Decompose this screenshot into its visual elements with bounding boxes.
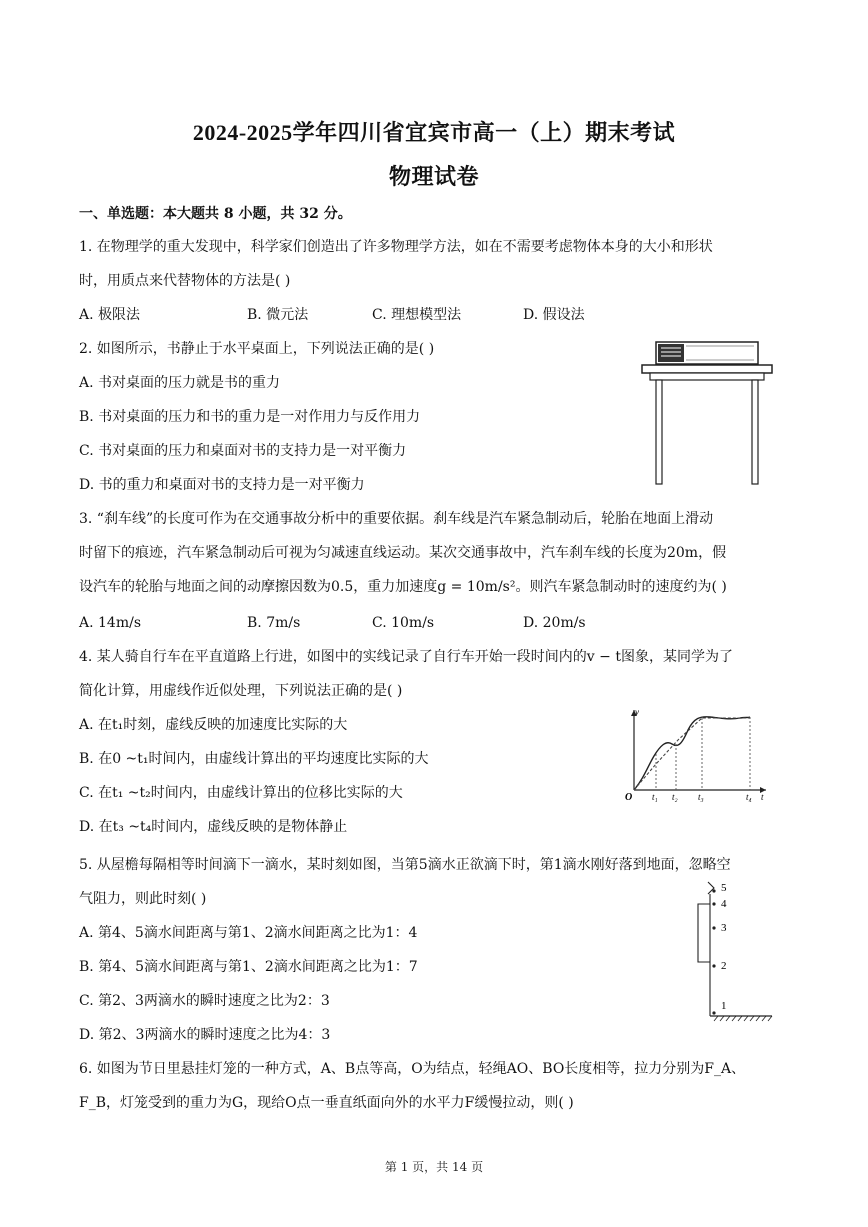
question-stem-line: 5. 从屋檐每隔相等时间滴下一滴水，某时刻如图，当第5滴水正欲滴下时，第1滴水刚好落到地面，忽略空 [79,857,731,873]
question-stem-line: 1. 在物理学的重大发现中，科学家们创造出了许多物理学方法，如在不需要考虑物体本身的大小和形状 [79,239,713,255]
option-d: D. 20m/s [523,615,586,631]
t2-label: t₂ [672,792,678,802]
ground-hatch [714,1016,772,1021]
t1-label: t₁ [652,792,658,802]
question-stem-line: 设汽车的轮胎与地面之间的动摩擦因数为0.5，重力加速度g = 10m/s²。则汽车紧急制动时的速度约为( ) [79,579,727,595]
origin-label: O [625,792,633,803]
question-stem-line: 简化计算，用虚线作近似处理，下列说法正确的是( ) [79,683,403,699]
table-icon [642,365,772,484]
option-d: D. 假设法 [523,307,585,323]
option-b: B. 书对桌面的压力和书的重力是一对作用力与反作用力 [79,409,421,425]
question-stem-line: 气阻力，则此时刻( ) [79,891,207,907]
question-stem-line: 4. 某人骑自行车在平直道路上行进，如图中的实线记录了自行车开始一段时间内的v − t图象，某同学为了 [79,649,733,665]
option-c: C. 10m/s [372,615,435,631]
question-stem-line: 时，用质点来代替物体的方法是( ) [79,273,291,289]
section-heading: 一、单选题：本大题共 8 小题，共 32 分。 [79,206,352,222]
question-stem-line: 6. 如图为节日里悬挂灯笼的一种方式，A、B点等高，O为结点，轻绳AO、BO长度相等，拉力分别为F_A、 [79,1061,746,1077]
exam-title: 2024-2025学年四川省宜宾市高一（上）期末考试 [192,120,676,145]
vt-graph-figure [620,704,770,804]
approx-dashed-line [634,718,750,790]
option-b: B. 第4、5滴水间距离与第1、2滴水间距离之比为1：7 [79,959,418,975]
question-stem-line: 2. 如图所示，书静止于水平桌面上，下列说法正确的是( ) [79,341,435,357]
t3-label: t₃ [698,792,704,802]
building-outline [698,904,710,962]
option-d: D. 在t₃ ~t₄时间内，虚线反映的是物体静止 [79,819,348,835]
page-footer: 第 1 页，共 14 页 [384,1160,484,1174]
book-on-table-figure [636,338,776,486]
drop-label-5: 5 [721,882,727,894]
drop-5 [712,889,715,892]
book-icon [656,342,758,364]
option-c: C. 在t₁ ~t₂时间内，由虚线计算出的位移比实际的大 [79,785,403,801]
drop-label-3: 3 [721,922,727,934]
option-d: D. 书的重力和桌面对书的支持力是一对平衡力 [79,477,365,493]
option-a: A. 14m/s [79,615,142,631]
drop-1 [712,1011,715,1014]
option-b: B. 在0 ~t₁时间内，由虚线计算出的平均速度比实际的大 [79,751,429,767]
drop-label-4: 4 [721,898,727,910]
option-c: C. 第2、3两滴水的瞬时速度之比为2：3 [79,993,330,1009]
option-a: A. 第4、5滴水间距离与第1、2滴水间距离之比为1：4 [79,925,418,941]
option-a: A. 在t₁时刻，虚线反映的加速度比实际的大 [79,717,348,733]
t4-label: t₄ [746,792,752,802]
exam-subtitle: 物理试卷 [388,164,479,189]
question-stem-line: F_B，灯笼受到的重力为G，现给O点一垂直纸面向外的水平力F缓慢拉动，则( ) [79,1095,574,1111]
question-stem-line: 时留下的痕迹，汽车紧急制动后可视为匀减速直线运动。某次交通事故中，汽车刹车线的长度为20m，假 [79,545,727,561]
option-b: B. 7m/s [247,615,301,631]
option-c: C. 理想模型法 [372,307,462,323]
option-a: A. 极限法 [79,307,141,323]
t-label: t [761,792,764,802]
option-c: C. 书对桌面的压力和桌面对书的支持力是一对平衡力 [79,443,407,459]
option-d: D. 第2、3两滴水的瞬时速度之比为4：3 [79,1027,331,1043]
v-label: v [635,707,639,717]
option-a: A. 书对桌面的压力就是书的重力 [79,375,281,391]
water-drops-figure [690,880,774,1022]
drop-label-2: 2 [721,960,727,972]
drop-label-1: 1 [721,1000,727,1012]
drop-3 [712,926,715,929]
option-b: B. 微元法 [247,307,309,323]
drop-4 [712,902,715,905]
drop-2 [712,964,715,967]
question-stem-line: 3. “刹车线”的长度可作为在交通事故分析中的重要依据。刹车线是汽车紧急制动后，轮胎在地面上滑动 [79,511,714,527]
